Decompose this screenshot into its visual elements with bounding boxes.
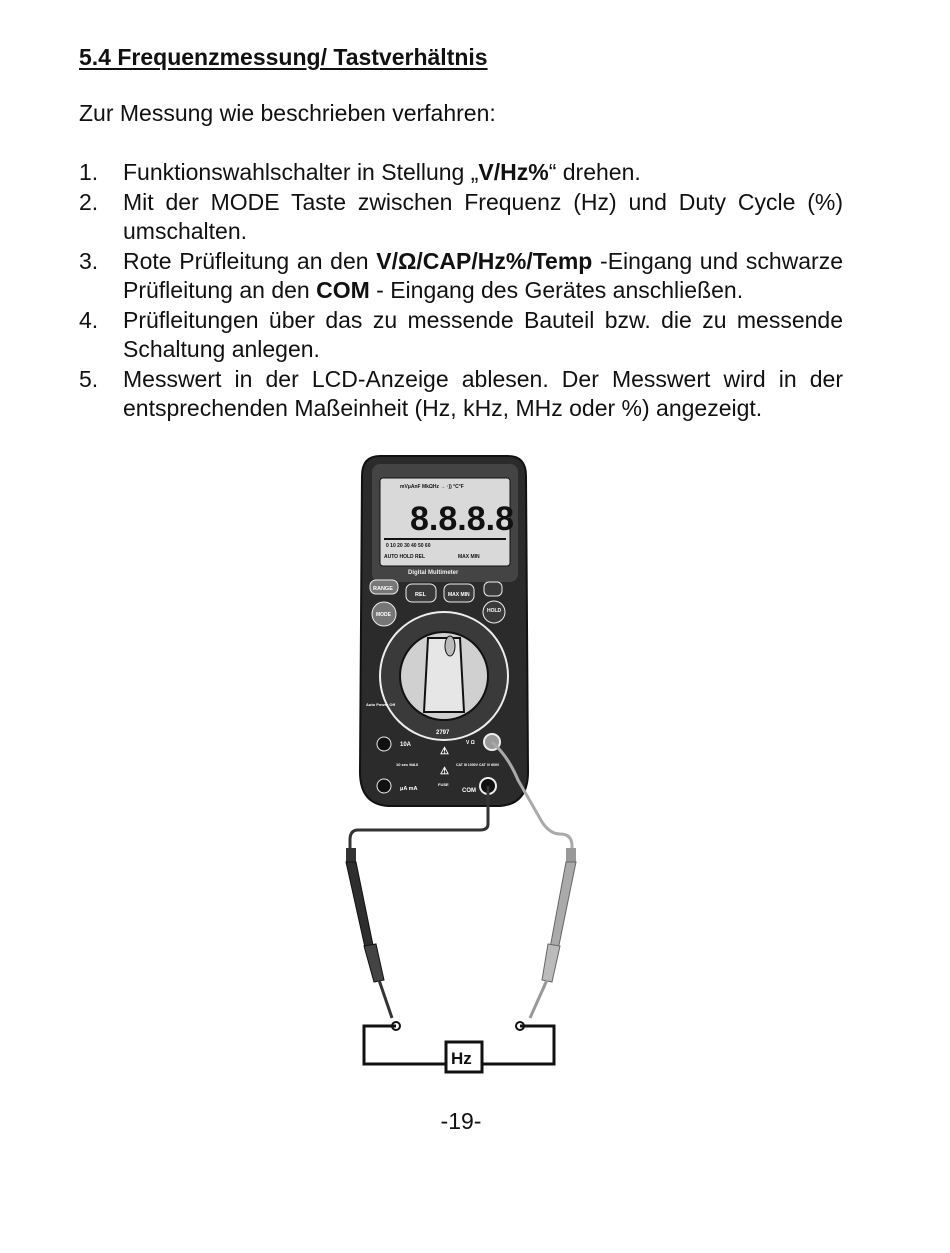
page-number: -19- [440, 1108, 482, 1134]
step-emphasis: COM [316, 277, 370, 303]
step-item [79, 188, 843, 247]
step-number: 2. [79, 188, 99, 215]
black-probe [346, 848, 400, 1030]
step-text: “ drehen. [548, 159, 641, 185]
lcd-bargraph [384, 538, 506, 540]
jack-ua-ma-label: μA mA [400, 786, 418, 792]
dial-knob [424, 638, 464, 712]
frequency-load-label: Hz [451, 1049, 472, 1068]
step-emphasis: V/Hz% [478, 159, 549, 185]
vohm-label: V Ω [466, 740, 475, 746]
step-item [79, 247, 843, 306]
step-number: 1. [79, 159, 99, 185]
multimeter-figure [340, 450, 600, 1075]
com-label: COM [462, 788, 476, 794]
jack-10a[interactable] [377, 737, 391, 751]
lcd-mode-indicators: AUTO HOLD REL [384, 554, 426, 560]
meter-name: Digital Multimeter [408, 570, 459, 576]
step-text: - Eingang des Gerätes anschließen. [369, 277, 744, 303]
step-number: 5. [79, 365, 99, 392]
maxmin-button-label: MAX MIN [448, 592, 470, 598]
mode-button-label: MODE [376, 612, 391, 618]
intro-text: Zur Messung wie beschrieben verfahren: [79, 100, 496, 126]
lcd-indicators: mVμAnF MkΩHz → ·)) °C°F [400, 484, 464, 490]
step-text: Prüfleitungen über das zu messende Bauteil bzw. die zu messende Schaltung anlegen. [123, 306, 843, 362]
step-text: -Eingang und schwarze Prüfleitung an den [123, 247, 843, 303]
step-number: 3. [79, 247, 99, 274]
jack-ua-ma[interactable] [377, 779, 391, 793]
rel-button-label: REL [415, 592, 426, 598]
backlight-button[interactable] [484, 582, 502, 596]
jack-10a-label: 10A [400, 742, 412, 748]
step-item [79, 365, 843, 424]
hold-button-label: HOLD [487, 608, 502, 614]
step-text: Rote Prüfleitung an den [123, 247, 377, 274]
dial-pointer [445, 636, 455, 656]
section-heading: 5.4 Frequenzmessung/ Tastverhältnis [79, 44, 488, 70]
step-text: Messwert in der LCD-Anzeige ablesen. Der Messwert wird in der entsprechenden Maßeinheit (Hz, kHz, MHz oder %) angezeigt. [123, 365, 843, 421]
warning-icon: ⚠ [440, 766, 449, 777]
step-emphasis: V/Ω/CAP/Hz%/Temp [376, 247, 593, 274]
lcd-digits: 8.8.8.8 [410, 500, 514, 538]
lcd-maxmin-indicator: MAX MIN [458, 554, 480, 560]
step-number: 4. [79, 306, 99, 333]
red-probe [516, 848, 576, 1030]
step-text: Funktionswahlschalter in Stellung „ [123, 159, 479, 185]
jack-10a-note: 10 sec MAX [396, 762, 419, 767]
model-label: 2797 [436, 730, 450, 736]
lcd-scale: 0 10 20 30 40 50 60 [386, 543, 431, 549]
cat-rating-label: CAT III 1000V CAT IV 600V [456, 763, 500, 767]
range-button-label: RANGE [373, 586, 393, 592]
auto-power-off-label: Auto Power Off [366, 702, 396, 707]
warning-icon: ⚠ [440, 746, 449, 757]
step-text: Mit der MODE Taste zwischen Frequenz (Hz) und Duty Cycle (%) umschalten. [123, 188, 843, 244]
fuse-label: FUSE [438, 782, 449, 787]
instruction-steps [79, 158, 843, 424]
step-item [79, 158, 843, 188]
step-item [79, 306, 843, 365]
